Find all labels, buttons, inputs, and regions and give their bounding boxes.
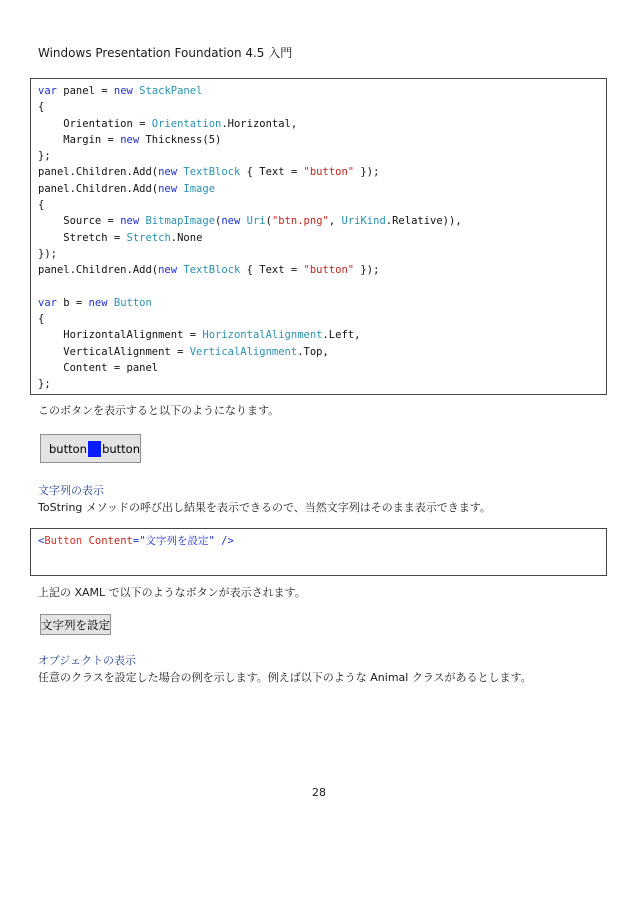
code-line [38,181,606,197]
code-token: panel.Children.Add( [38,182,159,195]
blue-image-icon [88,441,101,457]
code-token: panel.Children.Add( [38,166,159,179]
page-number: 28 [312,786,326,799]
code-line [38,116,606,132]
code-token: b = [56,296,89,309]
code-token: }; [38,150,51,163]
code-token: }); [354,166,380,179]
code-token: new [120,215,140,228]
code-line [38,99,606,115]
code-line [38,311,606,327]
code-line [38,246,606,262]
button-right-text: button [102,441,140,456]
code-token: var [38,85,57,97]
section-heading-object-display: オブジェクトの表示 [38,654,137,667]
csharp-code-block [30,78,607,395]
code-token: Stretch = [38,231,127,244]
code-token: Button [113,296,152,309]
code-token: new [88,296,108,309]
code-token: HorizontalAlignment [202,329,323,342]
description-text-2: 上記の XAML で以下のようなボタンが表示されます。 [38,586,306,599]
code-token: Content = panel [38,362,159,375]
code-token: new [113,85,133,97]
code-token: 文字列を設定 [145,535,209,547]
code-token: ( [215,215,222,228]
code-token: { Text = [240,264,304,277]
section-text-string-display: ToString メソッドの呼び出し結果を表示できるので、当然文字列はそのまま表示できます。 [38,501,491,514]
code-token: = [132,535,140,547]
code-token: TextBlock [183,166,241,179]
code-token: < [38,535,45,547]
code-token: .None [170,231,203,244]
code-line [38,132,606,148]
code-token: Orientation = [38,117,152,130]
code-token: Thickness(5) [139,133,222,146]
code-line [38,197,606,213]
code-token: "btn.png" [271,215,329,228]
code-token: .Left, [322,329,361,342]
code-line [38,533,606,549]
code-token: Uri [246,215,266,228]
code-token: .Top, [297,345,329,358]
document-header: Windows Presentation Foundation 4.5 入門 [38,46,293,60]
code-line [38,83,606,99]
code-token: " [139,535,146,547]
code-line [38,148,606,164]
code-line [38,230,606,246]
code-token: new [221,215,241,228]
code-token: Image [183,182,216,195]
code-token: Button [44,535,83,547]
code-line [38,360,606,376]
code-token: new [158,264,178,277]
code-token: VerticalAlignment = [38,345,190,358]
button-left-text: button [49,441,87,456]
code-token: /> [214,535,234,547]
string-content-button[interactable]: 文字列を設定 [40,614,111,635]
code-token: VerticalAlignment [189,345,298,358]
section-text-object-display: 任意のクラスを設定した場合の例を示します。例えば以下のような Animal クラスがあるとします。 [38,671,532,684]
xaml-code-block [30,528,607,576]
code-line [38,327,606,343]
code-token: Source = [38,215,121,228]
code-token: Stretch [126,231,171,244]
code-line [38,164,606,180]
code-token: " [208,535,215,547]
sample-image-button[interactable] [40,434,141,463]
code-token: }); [354,264,380,277]
code-token: { [38,101,45,114]
code-token: , [328,215,342,228]
code-token: panel = [56,85,114,97]
code-token: }; [38,378,51,391]
code-token: new [158,166,178,179]
code-token: Orientation [151,117,222,130]
code-token: panel.Children.Add( [38,264,159,277]
code-token: new [158,182,178,195]
code-token: }); [38,247,57,260]
code-token: Content [88,535,133,547]
code-line [38,262,606,278]
code-token: var [38,296,57,309]
code-token: BitmapImage [145,215,216,228]
code-token: .Horizontal, [221,117,298,130]
code-line [38,213,606,229]
code-token: ( [265,215,272,228]
code-token: Margin = [38,133,121,146]
code-line [38,376,606,392]
description-text-1: このボタンを表示すると以下のようになります。 [38,404,280,417]
code-token: { [38,199,45,212]
code-line [38,279,606,295]
code-line [38,344,606,360]
code-token: UriKind [341,215,386,228]
code-token: .Relative)), [385,215,462,228]
code-token: { Text = [240,166,304,179]
code-token: TextBlock [183,264,241,277]
code-token: { [38,313,45,326]
code-token: HorizontalAlignment = [38,329,203,342]
code-token: new [120,133,140,146]
code-token: StackPanel [139,85,203,97]
code-token: "button" [303,264,355,277]
section-heading-string-display: 文字列の表示 [38,484,104,497]
code-token: "button" [303,166,355,179]
code-line [38,295,606,311]
